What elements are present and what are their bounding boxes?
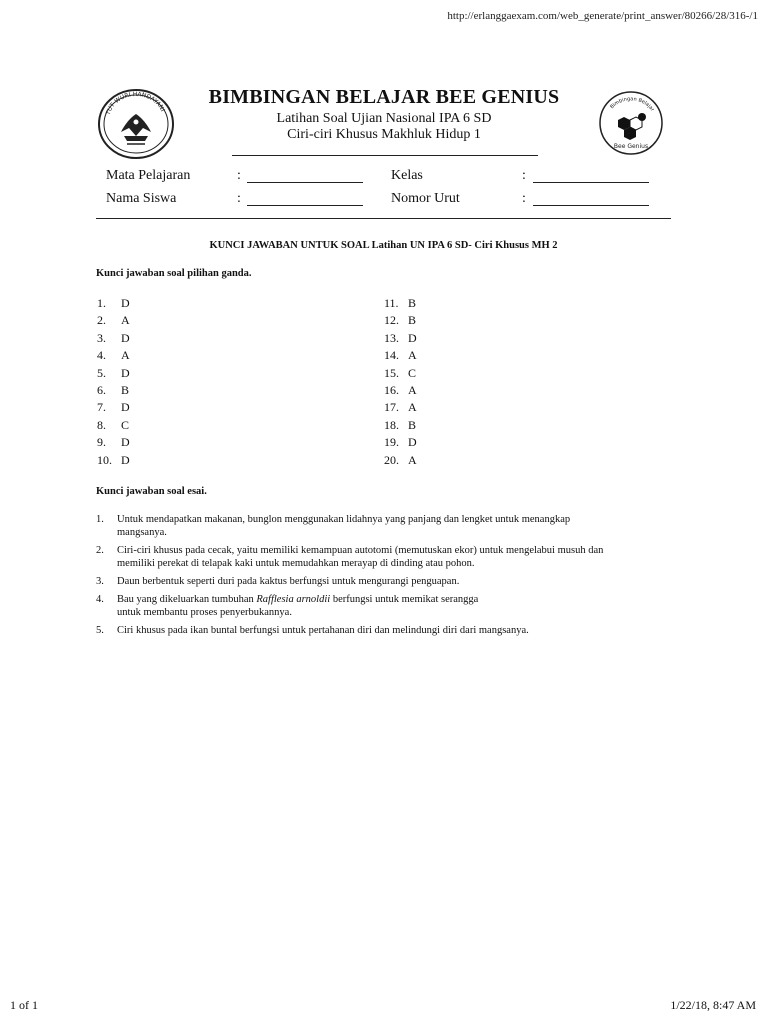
bee-genius-logo-icon (596, 90, 666, 156)
mc-answer-row: 8. C (97, 417, 130, 432)
field-name-colon: : (237, 191, 241, 206)
field-class-blank (533, 182, 649, 183)
mc-answer-row: 5. D (97, 365, 130, 380)
mc-answer-row: 7. D (97, 400, 130, 415)
mc-answer-row: 17. A (384, 400, 417, 415)
essay-answer-item: 3. Daun berbentuk seperti duri pada kaktus berfungsi untuk mengurangi penguapan. (96, 576, 460, 587)
org-name: BIMBINGAN BELAJAR BEE GENIUS (208, 86, 560, 108)
print-timestamp: 1/22/18, 8:47 AM (670, 998, 756, 1012)
mc-answer-row: 6. B (97, 382, 130, 397)
mc-answers-left-column (97, 295, 130, 469)
field-subject-label: Mata Pelajaran (106, 168, 191, 183)
subtitle-topic: Ciri-ciri Khusus Makhluk Hidup 1 (287, 127, 481, 142)
mc-answer-row: 15. C (384, 365, 417, 380)
field-number-label: Nomor Urut (391, 191, 460, 206)
essay-answer-item: 1. Untuk mendapatkan makanan, bunglon menggunakan lidahnya yang panjang dan lengket untuk menangkap mangsanya. (96, 514, 571, 538)
mc-answer-row: 2. A (97, 313, 130, 328)
mc-answer-row: 9. D (97, 435, 130, 450)
mc-answer-row: 12. B (384, 313, 417, 328)
field-number-colon: : (522, 191, 526, 206)
mc-answer-row: 14. A (384, 348, 417, 363)
answer-key-title: KUNCI JAWABAN UNTUK SOAL Latihan UN IPA 6 SD- Ciri Khusus MH 2 (209, 240, 558, 251)
mc-answer-row: 20. A (384, 452, 417, 467)
field-subject-colon: : (237, 168, 241, 183)
essay-answer-item: 2. Ciri-ciri khusus pada cecak, yaitu memiliki kemampuan autotomi (memutuskan ekor) untuk mengelabui musuh dan memiliki perekat di telapak kaki untuk memudahkan merayap di dinding atau pohon. (96, 545, 604, 569)
mc-answer-row: 19. D (384, 435, 417, 450)
field-name-blank (247, 205, 363, 206)
mc-answer-row: 1. D (97, 296, 130, 310)
mc-answer-row: 3. D (97, 330, 130, 345)
mc-answer-row: 10. D (97, 452, 130, 467)
section-rule (96, 218, 671, 219)
print-url: http://erlanggaexam.com/web_generate/print_answer/80266/28/316-/1 (447, 10, 758, 22)
essay-answer-item: 4. Bau yang dikeluarkan tumbuhan Rafflesia arnoldii berfungsi untuk memikat serangga untuk membantu proses penyerbukannya. (96, 594, 479, 618)
mc-answer-row: 18. B (384, 417, 417, 432)
mc-answer-row: 4. A (97, 348, 130, 363)
subtitle: Latihan Soal Ujian Nasional IPA 6 SD (276, 111, 492, 126)
svg-text:Bimbingan Belajar (609, 96, 656, 113)
mc-answer-row: 16. A (384, 382, 417, 397)
field-class-label: Kelas (391, 168, 423, 183)
header-rule (232, 155, 538, 156)
document-header (180, 86, 588, 143)
page-count: 1 of 1 (10, 998, 38, 1012)
right-logo-bottom-text: Bee Genius (613, 143, 649, 150)
left-logo-text: TUT WURI HANDAYANI (104, 90, 166, 116)
field-subject-blank (247, 182, 363, 183)
field-class-colon: : (522, 168, 526, 183)
essay-answer-item: 5. Ciri khusus pada ikan buntal berfungsi untuk pertahanan diri dan melindungi diri dari mangsanya. (96, 625, 529, 636)
mc-answers-right-column (384, 295, 417, 469)
mc-heading: Kunci jawaban soal pilihan ganda. (96, 268, 252, 279)
right-logo-top-text: Bimbingan Belajar (609, 96, 656, 113)
essay-heading: Kunci jawaban soal esai. (96, 486, 207, 497)
mc-answer-row: 13. D (384, 330, 417, 345)
field-number-blank (533, 205, 649, 206)
essay-answers-list (96, 513, 656, 642)
mc-answer-row: 11. B (384, 296, 417, 310)
tut-wuri-handayani-logo-icon (97, 88, 175, 160)
field-name-label: Nama Siswa (106, 191, 177, 206)
